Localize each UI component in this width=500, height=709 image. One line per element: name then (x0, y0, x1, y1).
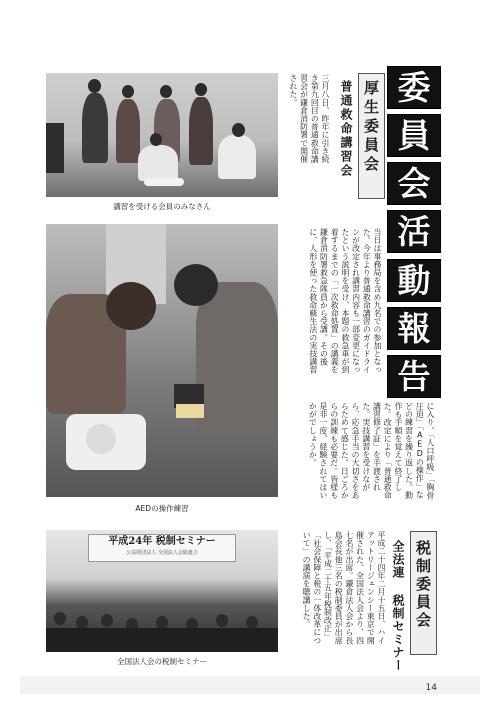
subtitle: 全法連 税制セミナー (391, 540, 405, 672)
photo-caption: 全国法人会の税制セミナー (117, 657, 207, 666)
article-text: 平成二十四年二月十五日、ハイアットリージェンシー東京で開催された、全国法人会より、四七名が出席。鎌倉法人会から長島会長他三名の税制委員が出席し、「平成二十五年税制改正」「社会保障と税の一体改革について」の講演を聴講した。 (302, 531, 386, 645)
title-char: 報 (387, 307, 441, 350)
subtitle: 普通救命講習会 (339, 80, 353, 178)
training-photo (46, 73, 278, 197)
title-char: 会 (387, 162, 441, 205)
aed-practice-photo (46, 224, 278, 497)
article-text: 当日は事務局を含め九名での参加となった。今年より普通救命講習のガイドラインが改定され講習内容も一部変更になったという説明を受け、本題の救急車が到着するまでの「一次救命処置」の講義を鎌倉消防署救急隊員から受講。その後に、人形を使った救命蘇生法の実技講習 (308, 228, 382, 374)
photo-caption: 講習を受ける会員のみなさん (113, 202, 211, 211)
seminar-photo (46, 530, 278, 652)
article-text: に入り、「人口呼吸」「胸骨圧迫」「AEDの操作」などの練習を繰り返した。動作も手順を覚えて終了した。改定により「普通救命講習修了証」を手渡された。実技講習を受けながら、応急手当の大切さをあらためて感じた。日ごろからの訓練も必要だ。皆様も是非一度、経験されてはいかがでしょうか。 (308, 402, 435, 500)
title-char: 員 (387, 114, 441, 157)
page-title (387, 66, 441, 398)
committee-title: 厚生委員会 (362, 80, 380, 175)
page-number: 14 (425, 683, 437, 693)
seminar-banner (88, 534, 236, 562)
title-char: 委 (387, 66, 441, 109)
banner-subtitle: 公益財団法人 全国法人会総連合 (126, 550, 198, 556)
committee-title: 税制委員会 (414, 540, 432, 630)
banner-title: 平成24年 税制セミナー (108, 536, 216, 547)
footer-bar (20, 676, 480, 694)
title-char: 告 (387, 355, 441, 398)
article-text: 三月八日、昨年に引き続き第九回目の普通救命講習会が鎌倉消防署で開催された。 (288, 74, 330, 164)
photo-caption: AEDの操作練習 (135, 504, 189, 513)
title-char: 動 (387, 259, 441, 302)
title-char: 活 (387, 210, 441, 253)
